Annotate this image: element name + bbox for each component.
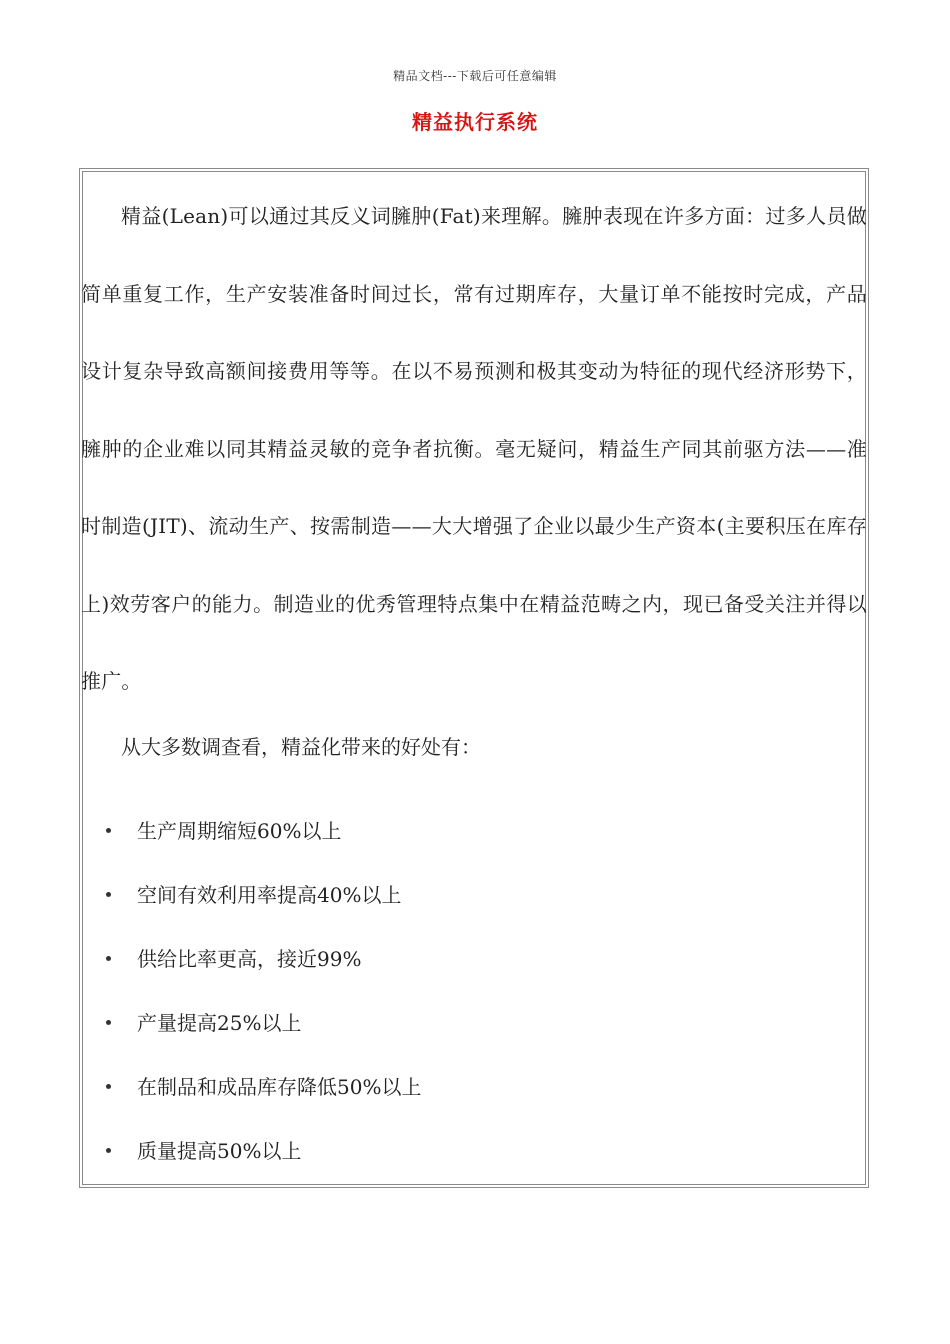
bullet-icon bbox=[106, 1084, 111, 1089]
document-title: 精益执行系统 bbox=[412, 110, 538, 134]
list-item bbox=[106, 1135, 421, 1199]
bullet-icon bbox=[106, 1148, 111, 1153]
list-item bbox=[106, 1007, 421, 1071]
list-item-text: 空间有效利用率提高40%以上 bbox=[137, 883, 402, 907]
intro-paragraph: 精益(Lean)可以通过其反义词臃肿(Fat)来理解。臃肿表现在许多方面：过多人员做简单重复工作，生产安装准备时间过长，常有过期库存，大量订单不能按时完成，产品设计复杂导致高额间接费用等等。在以不易预测和极其变动为特征的现代经济形势下，臃肿的企业难以同其精益灵敏的竞争者抗衡。毫无疑问，精益生产同其前驱方法——准时制造(JIT)、流动生产、按需制造——大大增强了企业以最少生产资本(主要积压在库存上)效劳客户的能力。制造业的优秀管理特点集中在精益范畴之内，现已备受关注并得以推广。 bbox=[81, 204, 867, 693]
list-item bbox=[106, 1071, 421, 1135]
bullet-icon bbox=[106, 828, 111, 833]
list-item bbox=[106, 815, 421, 879]
benefits-list bbox=[106, 815, 421, 1199]
bullet-icon bbox=[106, 1020, 111, 1025]
bullet-icon bbox=[106, 956, 111, 961]
list-item-text: 在制品和成品库存降低50%以上 bbox=[137, 1075, 422, 1099]
list-item bbox=[106, 879, 421, 943]
benefits-intro: 从大多数调查看，精益化带来的好处有： bbox=[121, 735, 481, 759]
header-note: 精品文档---下载后可任意编辑 bbox=[393, 69, 557, 83]
list-item-text: 质量提高50%以上 bbox=[137, 1139, 302, 1163]
list-item-text: 产量提高25%以上 bbox=[137, 1011, 302, 1035]
list-item-text: 供给比率更高，接近99% bbox=[137, 947, 362, 971]
list-item bbox=[106, 943, 421, 1007]
list-item-text: 生产周期缩短60%以上 bbox=[137, 819, 342, 843]
bullet-icon bbox=[106, 892, 111, 897]
